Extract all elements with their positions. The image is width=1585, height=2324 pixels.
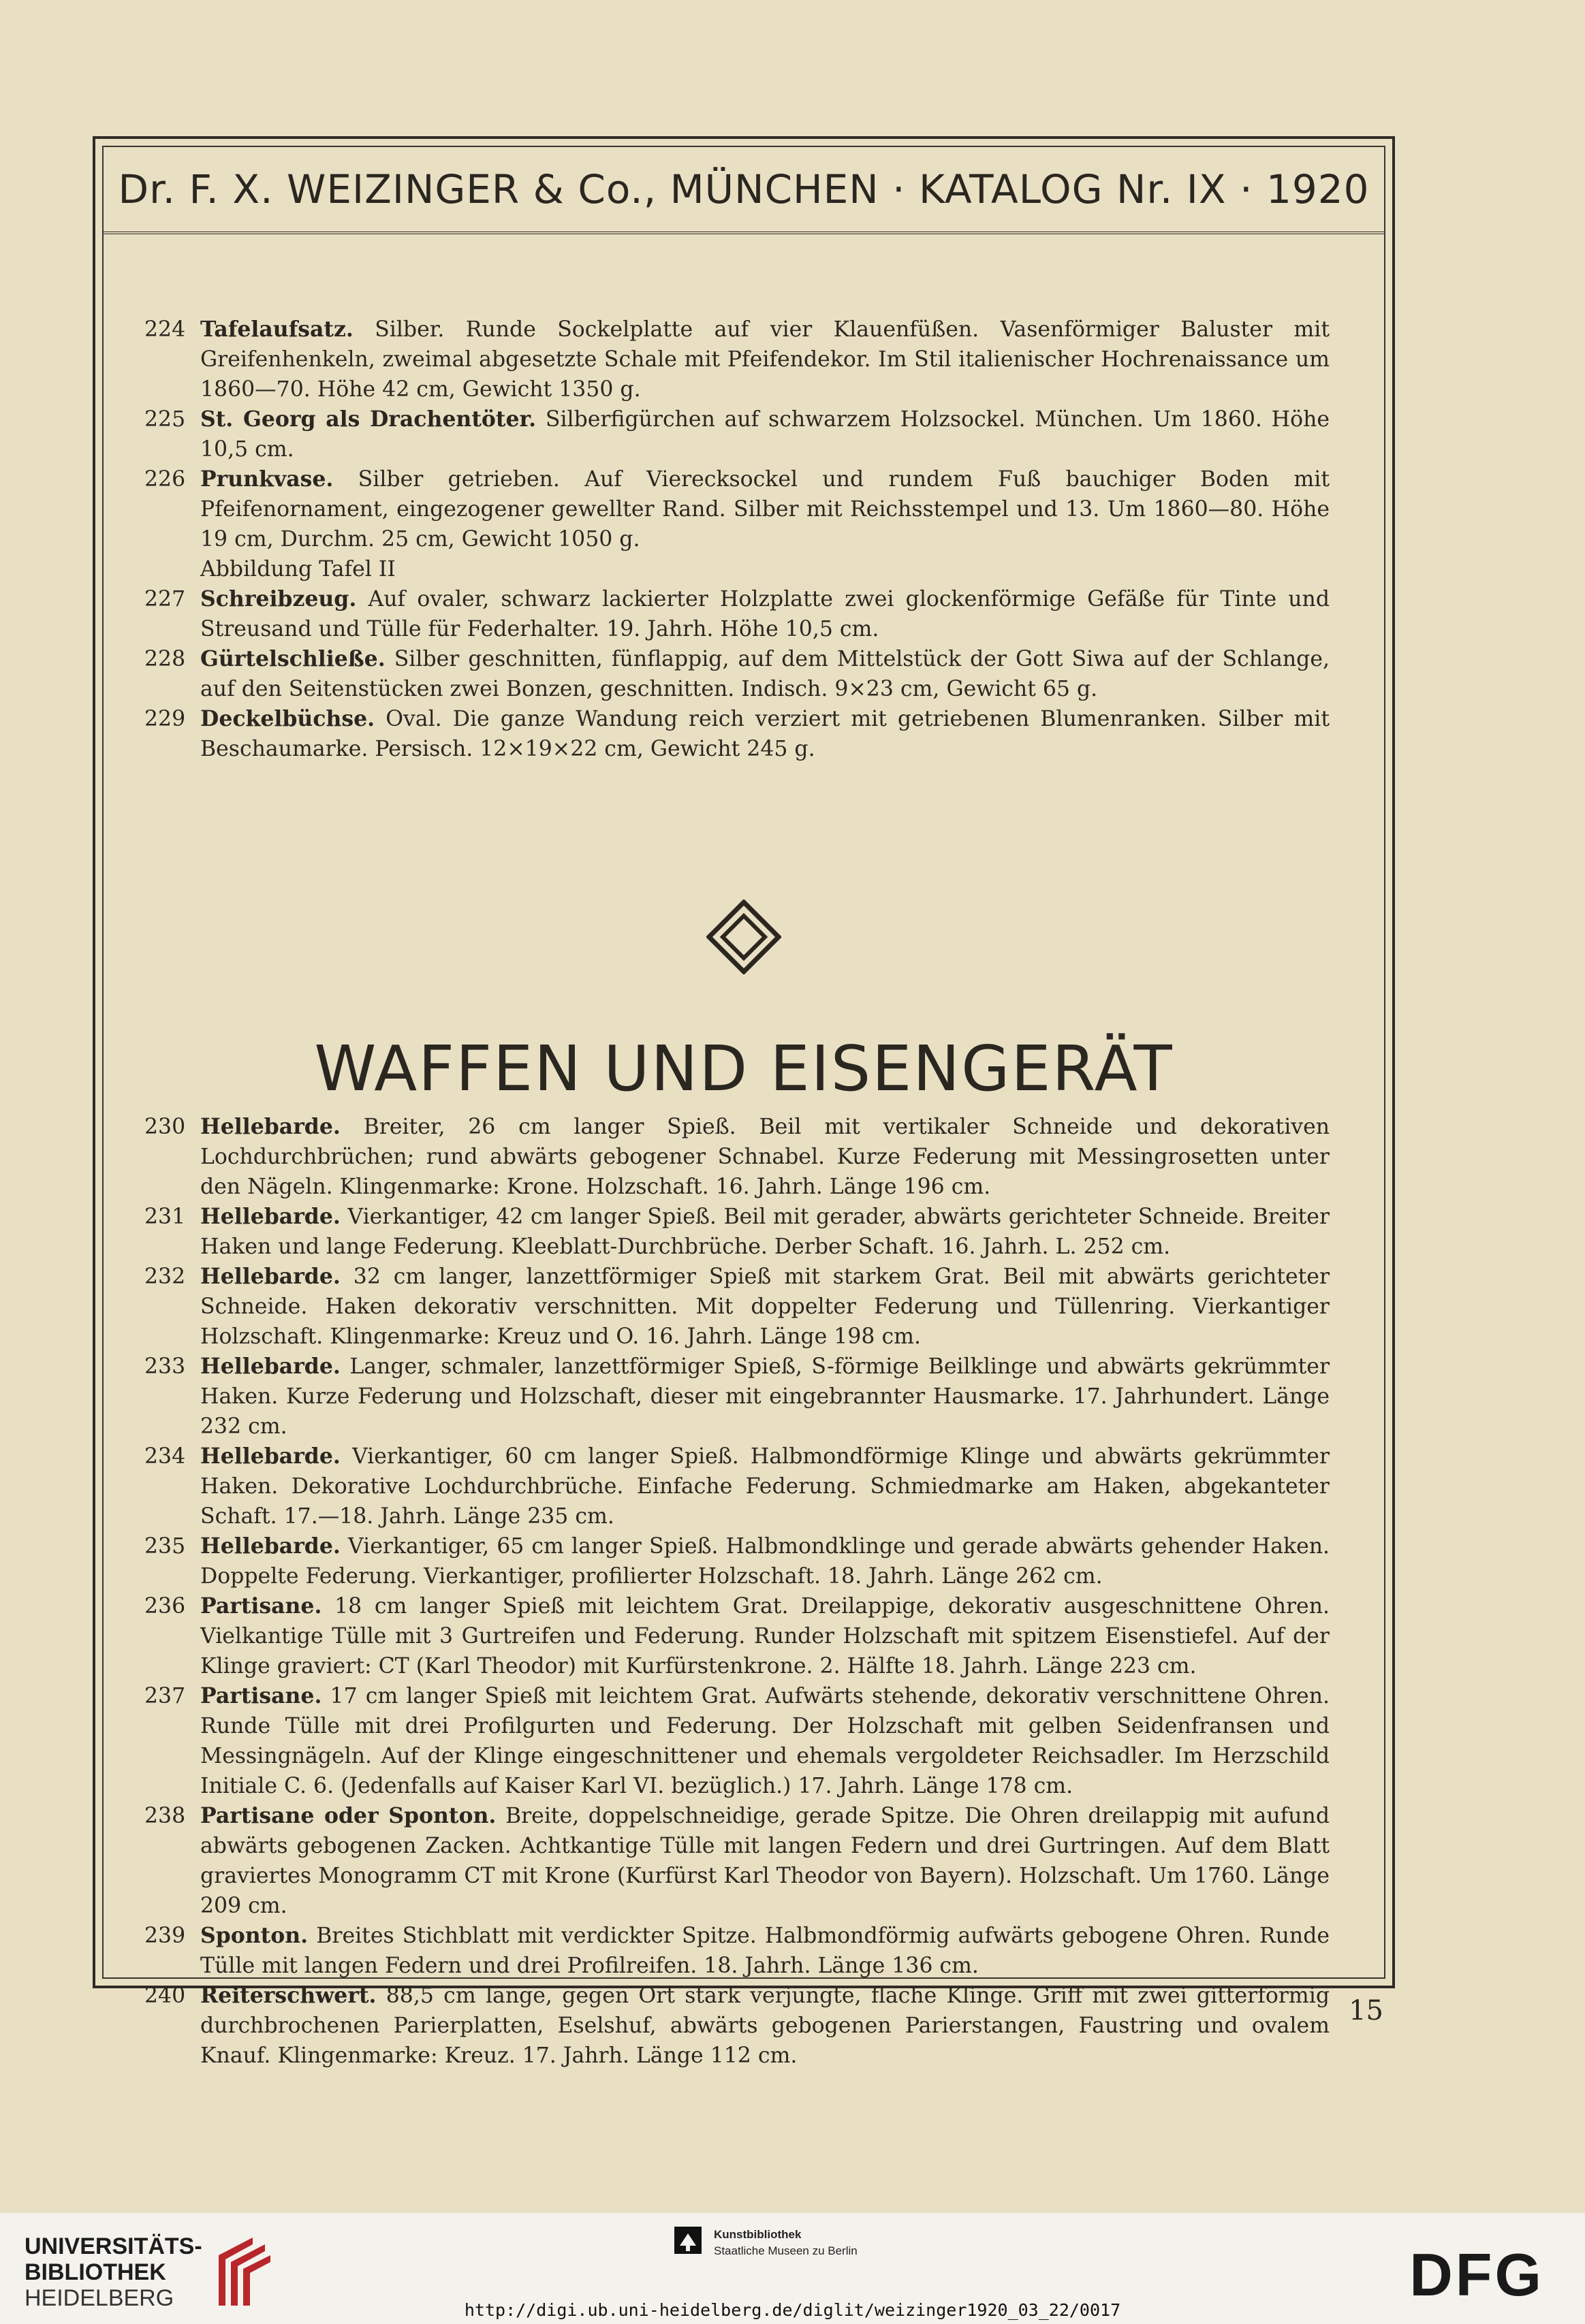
kb-line1: Kunstbibliothek — [714, 2228, 802, 2241]
entry-number: 225 — [144, 407, 186, 432]
entry-number: 234 — [144, 1444, 186, 1469]
diamond-ornament-icon — [706, 900, 781, 974]
entry-description: Silber getrieben. Auf Vierecksockel und rundem Fuß bauchiger Boden mit Pfeifenornament, eingezogener gewellter Rand. Silber mit Reichsstempel und 13. Um 1860—80. Höhe 19 cm, Durchm. 25 cm, Gewicht 1050 g. — [200, 467, 1330, 552]
kunstbibliothek-emblem-icon — [674, 2227, 702, 2254]
entry-title: Hellebarde. — [200, 1354, 341, 1379]
entry-description: Oval. Die ganze Wandung reich verziert mit getriebenen Blumenranken. Silber mit Beschaumarke. Persisch. 12×19×22 cm, Gewicht 245 g. — [200, 707, 1330, 761]
catalog-entry — [144, 1801, 1330, 1921]
entry-number: 227 — [144, 587, 186, 611]
header-title: Dr. F. X. WEIZINGER & Co., MÜNCHEN · KATALOG Nr. IX · 1920 — [118, 166, 1370, 212]
entry-number: 231 — [144, 1205, 186, 1229]
catalog-header — [104, 147, 1384, 234]
entry-number: 238 — [144, 1804, 186, 1828]
catalog-entry — [144, 584, 1330, 644]
entry-title: Sponton. — [200, 1923, 309, 1948]
kb-line2: Staatliche Museen zu Berlin — [714, 2244, 858, 2257]
catalog-entry — [144, 315, 1330, 404]
entry-description: Breiter, 26 cm langer Spieß. Beil mit vertikaler Schneide und dekorativen Lochdurchbrüchen; rund abwärts gebogener Schnabel. Kurze Federung mit Messingrosetten unter den Nägeln. Klingenmarke: Krone. Holzschaft. 16. Jahrh. Länge 196 cm. — [200, 1115, 1330, 1199]
entry-title: Partisane. — [200, 1683, 322, 1708]
entry-title: Hellebarde. — [200, 1114, 341, 1139]
catalog-entry — [144, 1202, 1330, 1262]
section-ornament — [104, 900, 1384, 974]
entry-title: Tafelaufsatz. — [200, 317, 354, 342]
ub-emblem-icon — [212, 2235, 273, 2310]
entry-number: 232 — [144, 1264, 186, 1289]
entry-number: 235 — [144, 1534, 186, 1559]
entry-number: 240 — [144, 1984, 186, 2008]
dfg-logo[interactable]: DFG — [1409, 2241, 1544, 2308]
entries-weapons — [144, 1112, 1330, 2071]
entry-number: 229 — [144, 707, 186, 731]
entry-description: Breite, doppelschneidige, gerade Spitze. Die Ohren dreilappig mit aufund abwärts gebogenen Zacken. Achtkantige Tülle mit langen Federn und drei Gurtringen. Auf dem Blatt graviertes Monogramm CT mit Krone (Kurfürst Karl Theodor von Bayern). Holzschaft. Um 1760. Länge 209 cm. — [200, 1804, 1330, 1918]
entry-number: 233 — [144, 1354, 186, 1379]
entry-title: Partisane. — [200, 1593, 322, 1619]
entries-silver — [144, 315, 1330, 764]
page-number: 15 — [1349, 1995, 1383, 2026]
entry-description: 17 cm langer Spieß mit leichtem Grat. Aufwärts stehende, dekorativ verschnittene Ohren. Runde Tülle mit drei Profilgurten und Federung. Der Holzschaft mit gelben Seidenfransen und Messingnägeln. Auf der Klinge eingeschnittener und ehemals vergoldeter Reichsadler. Im Herzschild Initiale C. 6. (Jedenfalls auf Kaiser Karl VI. bezüglich.) 17. Jahrh. Länge 178 cm. — [200, 1684, 1330, 1798]
entry-description: 18 cm langer Spieß mit leichtem Grat. Dreilappige, dekorativ ausgeschnittene Ohren. Vielkantige Tülle mit 3 Gurtreifen und Federung. Runder Holzschaft mit spitzem Eisenstiefel. Auf der Klinge graviert: CT (Karl Theodor) mit Kurfürstenkrone. 2. Hälfte 18. Jahrh. Länge 223 cm. — [200, 1594, 1330, 1678]
entry-title: Hellebarde. — [200, 1264, 341, 1289]
catalog-entry — [144, 1442, 1330, 1531]
catalog-entry — [144, 1591, 1330, 1681]
kunstbibliothek-text — [714, 2227, 858, 2259]
entry-title: Deckelbüchse. — [200, 706, 375, 731]
entry-description: Auf ovaler, schwarz lackierter Holzplatte zwei glockenförmige Gefäße für Tinte und Streusand und Tülle für Federhalter. 19. Jahrh. Höhe 10,5 cm. — [200, 587, 1330, 641]
digitization-footer — [0, 2213, 1585, 2324]
catalog-entry — [144, 644, 1330, 704]
permalink-url[interactable]: http://digi.ub.uni-heidelberg.de/diglit/weizinger1920_03_22/0017 — [464, 2300, 1121, 2320]
entry-description: Vierkantiger, 65 cm langer Spieß. Halbmondklinge und gerade abwärts gehender Haken. Doppelte Federung. Vierkantiger, profilierter Holzschaft. 18. Jahrh. Länge 262 cm. — [200, 1534, 1330, 1589]
section-title: WAFFEN UND EISENGERÄT — [314, 1032, 1174, 1105]
entry-title: Hellebarde. — [200, 1533, 341, 1559]
entry-title: Prunkvase. — [200, 466, 334, 492]
entry-title: Schreibzeug. — [200, 586, 357, 611]
kunstbibliothek-logo[interactable] — [674, 2227, 858, 2259]
catalog-entry — [144, 1981, 1330, 2071]
catalog-entry — [144, 1262, 1330, 1352]
entry-description: Silber. Runde Sockelplatte auf vier Klauenfüßen. Vasenförmiger Baluster mit Greifenhenkeln, zweimal abgesetzte Schale mit Pfeifendekor. Im Stil italienischer Hochrenaissance um 1860—70. Höhe 42 cm, Gewicht 1350 g. — [200, 317, 1330, 402]
catalog-entry — [144, 1921, 1330, 1981]
entry-title: Hellebarde. — [200, 1444, 341, 1469]
ub-logo-text — [25, 2233, 202, 2311]
entry-description: 88,5 cm lange, gegen Ort stark verjüngte, flache Klinge. Griff mit zwei gitterförmig durchbrochenen Parierplatten, Eselshuf, abwärts gebogenen Parierstangen, Faustring und ovalem Knauf. Klingenmarke: Kreuz. 17. Jahrh. Länge 112 cm. — [200, 1984, 1330, 2068]
entry-illustration-note: Abbildung Tafel II — [200, 557, 396, 582]
catalog-entry — [144, 1531, 1330, 1591]
entry-number: 230 — [144, 1115, 186, 1139]
ub-heidelberg-logo[interactable] — [25, 2233, 273, 2311]
catalog-entry — [144, 1681, 1330, 1801]
catalog-entry — [144, 404, 1330, 464]
entry-number: 224 — [144, 317, 186, 342]
entry-title: St. Georg als Drachentöter. — [200, 407, 537, 432]
entry-description: 32 cm langer, lanzettförmiger Spieß mit starkem Grat. Beil mit abwärts gerichteter Schneide. Haken dekorativ verschnitten. Mit doppelter Federung und Tüllenring. Vierkantiger Holzschaft. Klingenmarke: Kreuz und O. 16. Jahrh. Länge 198 cm. — [200, 1264, 1330, 1349]
entry-description: Silber geschnitten, fünflappig, auf dem Mittelstück der Gott Siwa auf der Schlange, auf den Seitenstücken zwei Bonzen, geschnitten. Indisch. 9×23 cm, Gewicht 65 g. — [200, 647, 1330, 701]
catalog-entry — [144, 1352, 1330, 1442]
ub-line3: HEIDELBERG — [25, 2285, 174, 2311]
ub-line2: BIBLIOTHEK — [25, 2259, 166, 2285]
entry-description: Vierkantiger, 60 cm langer Spieß. Halbmondförmige Klinge und abwärts gekrümmter Haken. Dekorative Lochdurchbrüche. Einfache Federung. Schmiedmarke am Haken, abgekanteter Schaft. 17.—18. Jahrh. Länge 235 cm. — [200, 1444, 1330, 1529]
entry-title: Gürtelschließe. — [200, 646, 386, 671]
entry-title: Partisane oder Sponton. — [200, 1803, 497, 1828]
entry-number: 228 — [144, 647, 186, 671]
entry-title: Reiterschwert. — [200, 1983, 377, 2008]
entry-number: 226 — [144, 467, 186, 492]
entry-description: Langer, schmaler, lanzettförmiger Spieß, S-förmige Beilklinge und abwärts gekrümmter Haken. Kurze Federung und Holzschaft, dieser mit eingebrannter Hausmarke. 17. Jahrhundert. Länge 232 cm. — [200, 1354, 1330, 1439]
catalog-entry — [144, 464, 1330, 554]
entry-description: Vierkantiger, 42 cm langer Spieß. Beil mit gerader, abwärts gerichteter Schneide. Breiter Haken und lange Federung. Kleeblatt-Durchbrüche. Derber Schaft. 16. Jahrh. L. 252 cm. — [200, 1205, 1330, 1259]
catalog-entry — [144, 704, 1330, 764]
entry-number: 239 — [144, 1924, 186, 1948]
ub-line1: UNIVERSITÄTS- — [25, 2233, 202, 2259]
entry-title: Hellebarde. — [200, 1204, 341, 1229]
entry-number: 236 — [144, 1594, 186, 1619]
entry-description: Breites Stichblatt mit verdickter Spitze. Halbmondförmig aufwärts gebogene Ohren. Runde Tülle mit langen Federn und drei Profilreifen. 18. Jahrh. Länge 136 cm. — [200, 1924, 1330, 1978]
entry-description: Silberfigürchen auf schwarzem Holzsockel. München. Um 1860. Höhe 10,5 cm. — [200, 407, 1330, 462]
catalog-entry — [144, 1112, 1330, 1202]
entry-number: 237 — [144, 1684, 186, 1708]
